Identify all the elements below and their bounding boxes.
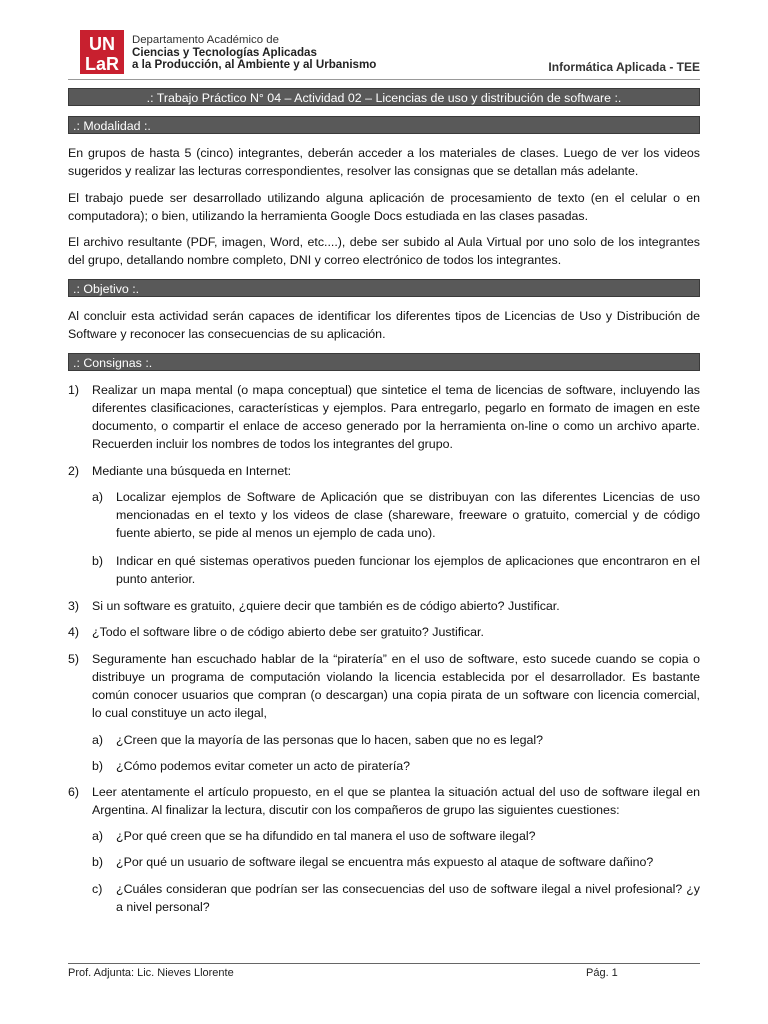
sub-item-letter: b) [92, 759, 104, 773]
item-number: 2) [68, 464, 80, 478]
paragraph: Al concluir esta actividad serán capaces de identificar los diferentes tipos de Licencias de Uso y Distribución de Software y reconocer las consecuencias de su aplicación. [68, 309, 700, 341]
item-number: 4) [68, 625, 80, 639]
list-item [68, 623, 700, 641]
item-number: 6) [68, 785, 80, 799]
list-item [68, 462, 700, 480]
sub-item-letter: a) [92, 829, 104, 843]
sub-item-text: ¿Cómo podemos evitar cometer un acto de piratería? [116, 759, 411, 773]
svg-text:UN: UN [89, 34, 115, 54]
department-line-2: Ciencias y Tecnologías Aplicadas [132, 45, 317, 59]
department-name [132, 34, 376, 72]
item-text: Si un software es gratuito, ¿quiere decir que también es de código abierto? Justificar. [92, 599, 560, 613]
list-item [68, 381, 700, 453]
paragraph: El archivo resultante (PDF, imagen, Word, etc....), debe ser subido al Aula Virtual por uno solo de los integrantes del grupo, detallando nombre completo, DNI y correo electrónico de todos los integrantes. [68, 235, 700, 267]
section-heading-consignas: .: Consignas :. [68, 353, 700, 371]
paragraph: En grupos de hasta 5 (cinco) integrantes, deberán acceder a los materiales de clases. Luego de ver los videos sugeridos y realizar las lecturas correspondientes, resolver las consignas que se detallan más adelante. [68, 146, 700, 178]
page-number: Pág. 1 [586, 967, 618, 979]
sub-item-text: Localizar ejemplos de Software de Aplicación que se distribuyan con las diferentes Licencias de uso mencionadas en el texto y los videos de clase (shareware, freeware o gratuito, comercial y de código fuente abierto, se pide al menos un ejemplo de cada uno). [116, 490, 700, 540]
item-text: Leer atentamente el artículo propuesto, en el que se plantea la situación actual del uso de software ilegal en Argentina. Al finalizar la lectura, discutir con los compañeros de grupo las siguientes cuestiones: [92, 785, 700, 817]
paragraph: El trabajo puede ser desarrollado utilizando alguna aplicación de procesamiento de texto (en el celular o en computadora); o bien, utilizando la herramienta Google Docs estudiada en las clases pasadas. [68, 191, 700, 223]
footer-divider [68, 963, 700, 964]
item-number: 5) [68, 652, 80, 666]
department-line-1: Departamento Académico de [132, 34, 279, 46]
item-text: Realizar un mapa mental (o mapa conceptual) que sintetice el tema de licencias de software, incluyendo las diferentes clasificaciones, características y ejemplos. Para entregarlo, pegarlo en formato de imagen en este documento, o compartir el enlace de acceso generado por la herramienta on-line o como un archivo aparte. Recuerden incluir los nombres de todos los integrantes del grupo. [92, 383, 700, 451]
department-line-3: a la Producción, al Ambiente y al Urbanismo [132, 58, 377, 71]
sub-item-letter: b) [92, 554, 104, 568]
list-item [68, 783, 700, 819]
section-heading-objetivo: .: Objetivo :. [68, 279, 700, 297]
item-number: 1) [68, 383, 80, 397]
page-header [68, 30, 700, 78]
item-text: Mediante una búsqueda en Internet: [92, 464, 292, 478]
sub-item-text: ¿Por qué un usuario de software ilegal se encuentra más expuesto al ataque de software dañino? [116, 855, 654, 869]
header-divider [68, 79, 700, 80]
sub-item-letter: c) [92, 882, 103, 896]
item-text: Seguramente han escuchado hablar de la “piratería” en el uso de software, esto sucede cuando se copia o distribuye un programa de computación violando la licencia establecida por el desarrollador. Es bastante común conocer usuarios que compran (o descargan) una copia pirata de un software con licencia comercial, lo cual constituye un acto ilegal, [92, 652, 700, 720]
sub-item-text: ¿Creen que la mayoría de las personas que lo hacen, saben que no es legal? [116, 733, 544, 747]
course-name: Informática Aplicada - TEE [548, 60, 700, 74]
sub-item-text: Indicar en qué sistemas operativos pueden funcionar los ejemplos de aplicaciones que encontraron en el punto anterior. [116, 554, 700, 586]
sub-item-text: ¿Por qué creen que se ha difundido en tal manera el uso de software ilegal? [116, 829, 536, 843]
sub-list-item [92, 853, 700, 871]
sub-item-letter: b) [92, 855, 104, 869]
sub-list-item [92, 757, 700, 775]
unlar-logo [80, 30, 124, 74]
list-item [68, 597, 700, 615]
section-heading-modalidad: .: Modalidad :. [68, 116, 700, 134]
sub-list-item [92, 552, 700, 588]
sub-list-item [92, 880, 700, 916]
sub-item-text: ¿Cuáles consideran que podrían ser las consecuencias del uso de software ilegal a nivel profesional? ¿y a nivel personal? [116, 882, 700, 914]
item-text: ¿Todo el software libre o de código abierto debe ser gratuito? Justificar. [92, 625, 484, 639]
document-title: .: Trabajo Práctico N° 04 – Actividad 02 – Licencias de uso y distribución de software :. [68, 88, 700, 106]
sub-list-item [92, 488, 700, 542]
sub-list-item [92, 827, 700, 845]
list-item [68, 650, 700, 722]
item-number: 3) [68, 599, 80, 613]
sub-item-letter: a) [92, 733, 104, 747]
svg-text:LaR: LaR [84, 54, 120, 74]
footer-author: Prof. Adjunta: Lic. Nieves Llorente [68, 967, 234, 979]
sub-item-letter: a) [92, 490, 104, 504]
sub-list-item [92, 731, 700, 749]
